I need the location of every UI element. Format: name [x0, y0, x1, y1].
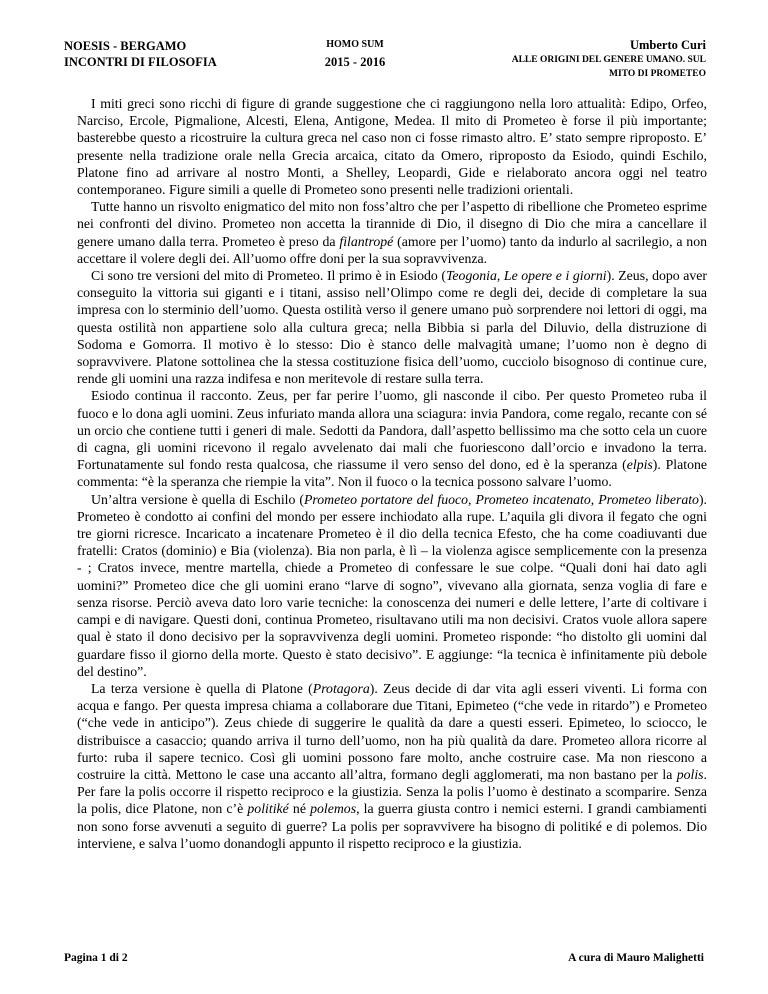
header-lecture-title-line1: ALLE ORIGINI DEL GENERE UMANO. SUL	[511, 55, 706, 65]
paragraph-text: . Per fare la polis occorre il rispetto reciproco e la giustizia. Senza la polis l’uomo è destinato a scomparire. Senza la polis, dice Platone, non c’è	[77, 766, 707, 817]
italic-term: polis	[676, 766, 704, 782]
italic-title: Teogonia	[446, 268, 497, 284]
paragraph-text: Un’altra versione è quella di Eschilo (	[91, 491, 304, 507]
header-org-name: NOESIS - BERGAMO	[64, 39, 187, 53]
italic-title: Le opere e i giorni	[503, 268, 607, 284]
paragraph-text: ). Zeus, dopo aver conseguito la vittoria sui giganti e i titani, assiso nell’Olimpo come re degli dei, decide di completare la sua impresa con lo sterminio dell’uomo. Questa ostilità verso il genere umano può sorprendere noi lettori di oggi, ma questa ostilità non appartiene solo alla cultura greca; nella Bibbia si parla del Diluvio, della distruzione di Sodoma e Gomorra. Il motivo è lo stesso: Dio è stanco delle malvagità umane; l’uomo non è degno di sopravvivere. Platone sottolinea che la stessa costituzione fisica dell’uomo, cucciolo bisognoso di continue cure, rende gli uomini una razza indifesa e non meritevole di restare sulla terra.	[77, 268, 708, 387]
italic-title: Prometeo incatenato	[475, 491, 591, 507]
header-lecture	[512, 38, 706, 80]
paragraph-eschilo	[77, 491, 707, 680]
paragraph-text: ). Zeus decide di dar vita agli esseri viventi. Li forma con acqua e fango. Per questa impresa chiama a collaborare due Titani, Epimeteo (“che vede in ritardo”) e Prometeo (“che vede in anticipo”). Zeus chiede di suggerire le qualità da dare a questi esseri. Epimeteo, lo sciocco, le distribuisce a casaccio; quando arriva il turno dell’uomo, non ha più qualità da dare. Prometeo allora ricorre al furto: ruba il sapere tecnico. Così gli uomini possono fare molto, anche costruire case. Ma non riescono a costruire la città. Mettono le case una accanto all’altra, formano degli agglomerati, ma non bastano per la	[77, 680, 707, 782]
paragraph-text: ,	[590, 491, 599, 507]
paragraph-text: ). Platone commenta: “è la speranza che riempie la vita”. Non il fuoco o la tecnica possono salvare l’uomo.	[77, 457, 707, 490]
header-series	[300, 38, 410, 70]
header-organization	[64, 38, 217, 70]
header-author: Umberto Curi	[629, 38, 706, 52]
italic-title: Prometeo liberato	[598, 491, 699, 507]
italic-term: filantropé	[339, 233, 394, 249]
header-series-year: 2015 - 2016	[324, 55, 386, 69]
paragraph-text: , la guerra giusta contro i nemici esterni. I grandi cambiamenti non sono forse avvenuti a seguito di guerre? La polis per sopravvivere ha bisogno di politiké e di polemos. Dio interviene, e salva l’uomo donandogli appunto il rispetto reciproco e la giustizia.	[77, 801, 707, 851]
header-lecture-title-line2: MITO DI PROMETEO	[609, 68, 706, 79]
article-body	[77, 95, 707, 852]
header-series-title: HOMO SUM	[326, 39, 384, 50]
paragraph-text: (amore per l’uomo) tanto da indurlo al sacrilegio, a non accettare il volere degli dei. All’uomo offre doni per la sua sopravvivenza.	[77, 233, 707, 266]
paragraph-text: Ci sono tre versioni del mito di Prometeo. Il primo è in Esiodo (	[91, 268, 447, 284]
header-org-subtitle: INCONTRI DI FILOSOFIA	[64, 55, 217, 69]
footer-curator: A cura di Mauro Malighetti	[568, 952, 704, 964]
page-number: Pagina 1 di 2	[64, 952, 128, 964]
paragraph-intro	[77, 95, 707, 198]
italic-title: Prometeo portatore del fuoco	[303, 491, 469, 507]
paragraph-text: ). Prometeo è condotto ai confini del mondo per essere inchiodato alla rupe. L’aquila gli divora il fegato che ogni tre giorni ricresce. Incaricato a incatenare Prometeo è il dio della tecnica Efesto, che ha come coadiuvanti due fratelli: Cratos (dominio) e Bia (violenza). Bia non parla, è lì – la violenza agisce semplicemente con la presenza - ; Cratos invece, mentre martella, chiede a Prometeo di confessare le sue colpe. “Quali doni hai dato agli uomini?” Prometeo dice che gli uomini erano “larve di sogno”, vivevano alla giornata, senza voglia di fare e senza risorse. Perciò aveva dato loro varie tecniche: la conoscenza dei numeri e delle lettere, l’arte di coltivare i campi e di navigare. Questi doni, continua Prometeo, risultavano utili ma non decisivi. Cratos vuole allora sapere qual è stato il dono decisivo per la sopravvivenza degli uomini. Prometeo risponde: “ho distolto gli uomini dal guardare fisso il giorno della morte. Questo è stato decisivo”. E aggiunge: “la tecnica è infinitamente più debole del destino”.	[77, 491, 707, 679]
italic-term: polemos	[310, 801, 357, 817]
paragraph-text: Tutte hanno un risvolto enigmatico del mito non foss’altro che per l’aspetto di ribellione che Prometeo esprime nei confronti del divino. Prometeo non accetta la tirannide di Dio, il disegno di Dio che mira a cancellare il genere umano dalla terra. Prometeo è preso da	[77, 199, 707, 249]
paragraph-platone	[77, 680, 707, 852]
paragraph-pandora	[77, 387, 707, 490]
italic-term: politiké	[247, 801, 289, 817]
paragraph-text: né	[288, 801, 311, 817]
paragraph-rebellion	[77, 198, 707, 267]
italic-title: Protagora	[312, 680, 370, 696]
paragraph-text: ,	[496, 268, 504, 284]
paragraph-text: I miti greci sono ricchi di figure di grande suggestione che ci raggiungono nella loro attualità: Edipo, Orfeo, Narciso, Ercole, Pigmalione, Alcesti, Elena, Antigone, Medea. Il mito di Prometeo è forse il più importante; basterebbe questo a ricostruire la cultura greca nel caso non ci fosse rimasto altro. E’ stato sempre riproposto. E’ presente nella tradizione orale nella Grecia arcaica, citato da Omero, riproposto da Esiodo, quindi Eschilo, Platone fino ad arrivare al nostro Monti, a Shelley, Leopardi, Gide e rielaborato ancora oggi nel teatro contemporaneo. Figure simili a quelle di Prometeo sono presenti nelle tradizioni orientali.	[77, 96, 707, 198]
paragraph-esiodo	[77, 267, 707, 387]
paragraph-text: ,	[468, 491, 476, 507]
italic-term: elpis	[626, 457, 653, 473]
paragraph-text: La terza versione è quella di Platone (	[91, 680, 313, 696]
paragraph-text: Esiodo continua il racconto. Zeus, per far perire l’uomo, gli nasconde il cibo. Per questo Prometeo ruba il fuoco e lo dona agli uomini. Zeus infuriato manda allora una sciagura: invia Pandora, come regalo, recante con sé un orcio che contiene tutti i generi di male. Sedotti da Pandora, dall’aspetto bellissimo ma che sotto cela un cuore di cagna, gli uomini ricevono il regalo avvelenato dai mali che fuoriescono dall’orcio e invadono la terra. Fortunatamente sul fondo resta qualcosa, che riassume il vero senso del dono, ed è la speranza (	[77, 388, 707, 473]
